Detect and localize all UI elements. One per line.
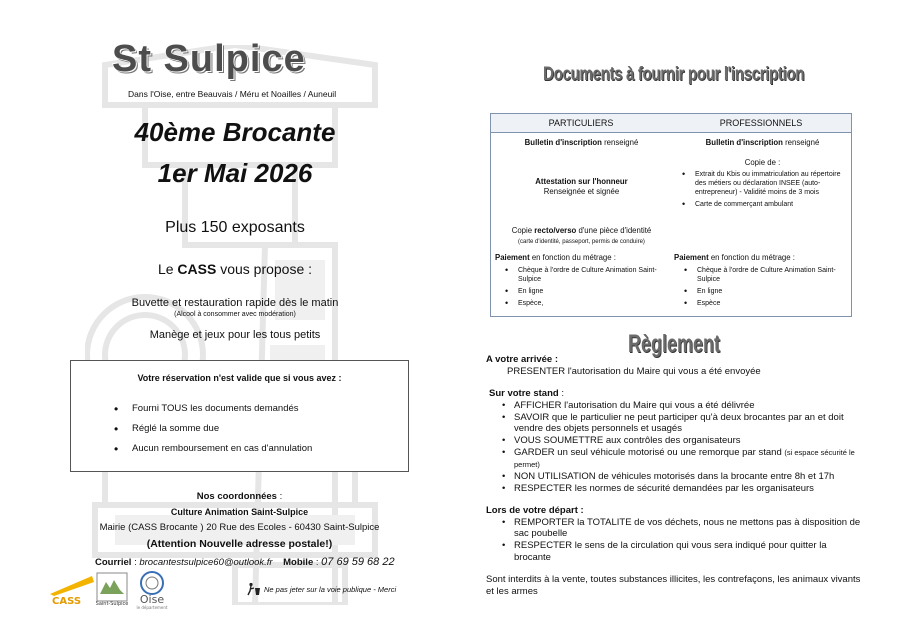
list-item: • SAVOIR que le particulier ne peut participer qu'à deux brocantes par an et doit vendre des objets personnels et usagés (486, 412, 866, 436)
list-item: • NON UTILISATION de véhicules motorisés dans la brocante entre 8h et 17h (486, 471, 866, 483)
column-header-particuliers: PARTICULIERS (548, 118, 614, 128)
cass-logo (48, 572, 96, 606)
list-item: • REMPORTER la TOTALITE de vos déchets, nous ne mettons pas à disposition de sac poubelle (486, 517, 866, 541)
pro-copie-heading: Copie de : (744, 158, 781, 167)
forbidden-items: Sont interdits à la vente, toutes substances illicites, les contrefaçons, les animaux vivants et les armes (486, 574, 861, 597)
reglement-section (486, 354, 866, 598)
alcohol-note: (Alcool à consommer avec modération) (174, 311, 296, 318)
reservation-box (70, 360, 409, 472)
list-item: • VOUS SOUMETTRE aux contrôles des organisateurs (486, 435, 866, 447)
oise-logo-subtext: le département (136, 605, 168, 610)
st-sulpice-logo-text: Saint-Sulpice (96, 601, 128, 606)
list-item: • Espèce, (495, 299, 672, 308)
documents-table (490, 113, 852, 317)
p-attestation: Attestation sur l'honneur Renseignée et signée (535, 177, 628, 197)
reglement-title: Règlement (628, 330, 721, 358)
contact-address: Mairie (CASS Brocante ) 20 Rue des Ecoles - 60430 Saint-Sulpice (99, 522, 380, 533)
table-header (491, 114, 851, 133)
p-bulletin: Bulletin d'inscription renseigné (524, 138, 639, 147)
contact-heading: Nos coordonnées : (196, 491, 283, 502)
arrival-heading: A votre arrivée : (486, 354, 558, 365)
address-notice: (Attention Nouvelle adresse postale!) (146, 538, 333, 550)
reservation-title: Votre réservation n'est valide que si vous avez : (137, 373, 342, 383)
contact-line: Courriel : brocantestsulpice60@outlook.fr Mobile : 07 69 59 68 22 (95, 556, 395, 568)
buvette-line: Buvette et restauration rapide dès le matin (131, 297, 339, 309)
st-sulpice-logo (96, 572, 128, 606)
p-copie: Copie recto/verso d'une pièce d'identité (carte d'identité, passeport, permis de conduire) (511, 226, 652, 246)
mobile-number: 07 69 59 68 22 (321, 556, 395, 568)
trash-note: Ne pas jeter sur la voie publique - Merci (264, 585, 397, 594)
p-payment: Paiement en fonction du métrage : • Chèque à l'ordre de Culture Animation Saint-Sulpice • En ligne • Espèce, (495, 253, 672, 309)
stand-heading: Sur votre stand : (489, 387, 564, 399)
list-item: • Carte de commerçant ambulant (672, 200, 850, 209)
list-item: • AFFICHER l'autorisation du Maire qui vous a été délivrée (486, 400, 866, 412)
list-item: • Chèque à l'ordre de Culture Animation Saint-Sulpice (674, 266, 852, 284)
cass-logo-text: CASS (52, 596, 82, 606)
location-subtitle: Dans l'Oise, entre Beauvais / Méru et Noailles / Auneuil (128, 89, 337, 99)
list-item: • RESPECTER les normes de sécurité demandées par les organisateurs (486, 483, 866, 495)
list-item: • RESPECTER le sens de la circulation qui vous sera indiqué pour quitter la brocante (486, 540, 866, 564)
pro-bulletin: Bulletin d'inscription renseigné (705, 138, 820, 147)
list-item: • En ligne (495, 287, 672, 296)
exhibitors-count: Plus 150 exposants (165, 219, 305, 236)
list-item: • Fourni TOUS les documents demandés (114, 403, 398, 414)
contact-org: Culture Animation Saint-Sulpice (170, 507, 309, 517)
arrival-text: PRESENTER l'autorisation du Maire qui vous a été envoyée (507, 365, 761, 377)
list-item: • En ligne (674, 287, 852, 296)
trash-icon (247, 582, 261, 601)
event-date: 1er Mai 2026 (157, 158, 313, 188)
edition-heading: 40ème Brocante (134, 117, 336, 147)
list-item: • Espèce (674, 299, 852, 308)
list-item: • GARDER un seul véhicule motorisé ou une remorque par stand (si espace sécurité le permet) (486, 447, 866, 471)
documents-title: Documents à fournir pour l'inscription (543, 64, 805, 85)
column-header-professionnels: PROFESSIONNELS (719, 118, 803, 128)
list-item: • Aucun remboursement en cas d'annulation (114, 443, 398, 454)
list-item: • Extrait du Kbis ou immatriculation au répertoire des métiers ou déclaration INSEE (auto-entrepreneur) - Validité moins de 3 mois (672, 170, 850, 197)
manege-line: Manège et jeux pour les tous petits (149, 329, 321, 341)
oise-logo-text: Oise (139, 593, 165, 606)
town-title: St Sulpice (112, 38, 306, 80)
list-item: • Chèque à l'ordre de Culture Animation Saint-Sulpice (495, 266, 672, 284)
pro-documents (672, 167, 850, 209)
list-item: • Réglé la somme due (114, 423, 398, 434)
depart-heading: Lors de votre départ : (486, 504, 584, 516)
oise-logo (134, 568, 170, 610)
pro-payment: Paiement en fonction du métrage : • Chèque à l'ordre de Culture Animation Saint-Sulpice • En ligne • Espèce (674, 253, 852, 309)
email-link[interactable]: brocantestsulpice60@outlook.fr (139, 557, 273, 568)
cass-offer: Le CASS vous propose : (157, 261, 313, 277)
